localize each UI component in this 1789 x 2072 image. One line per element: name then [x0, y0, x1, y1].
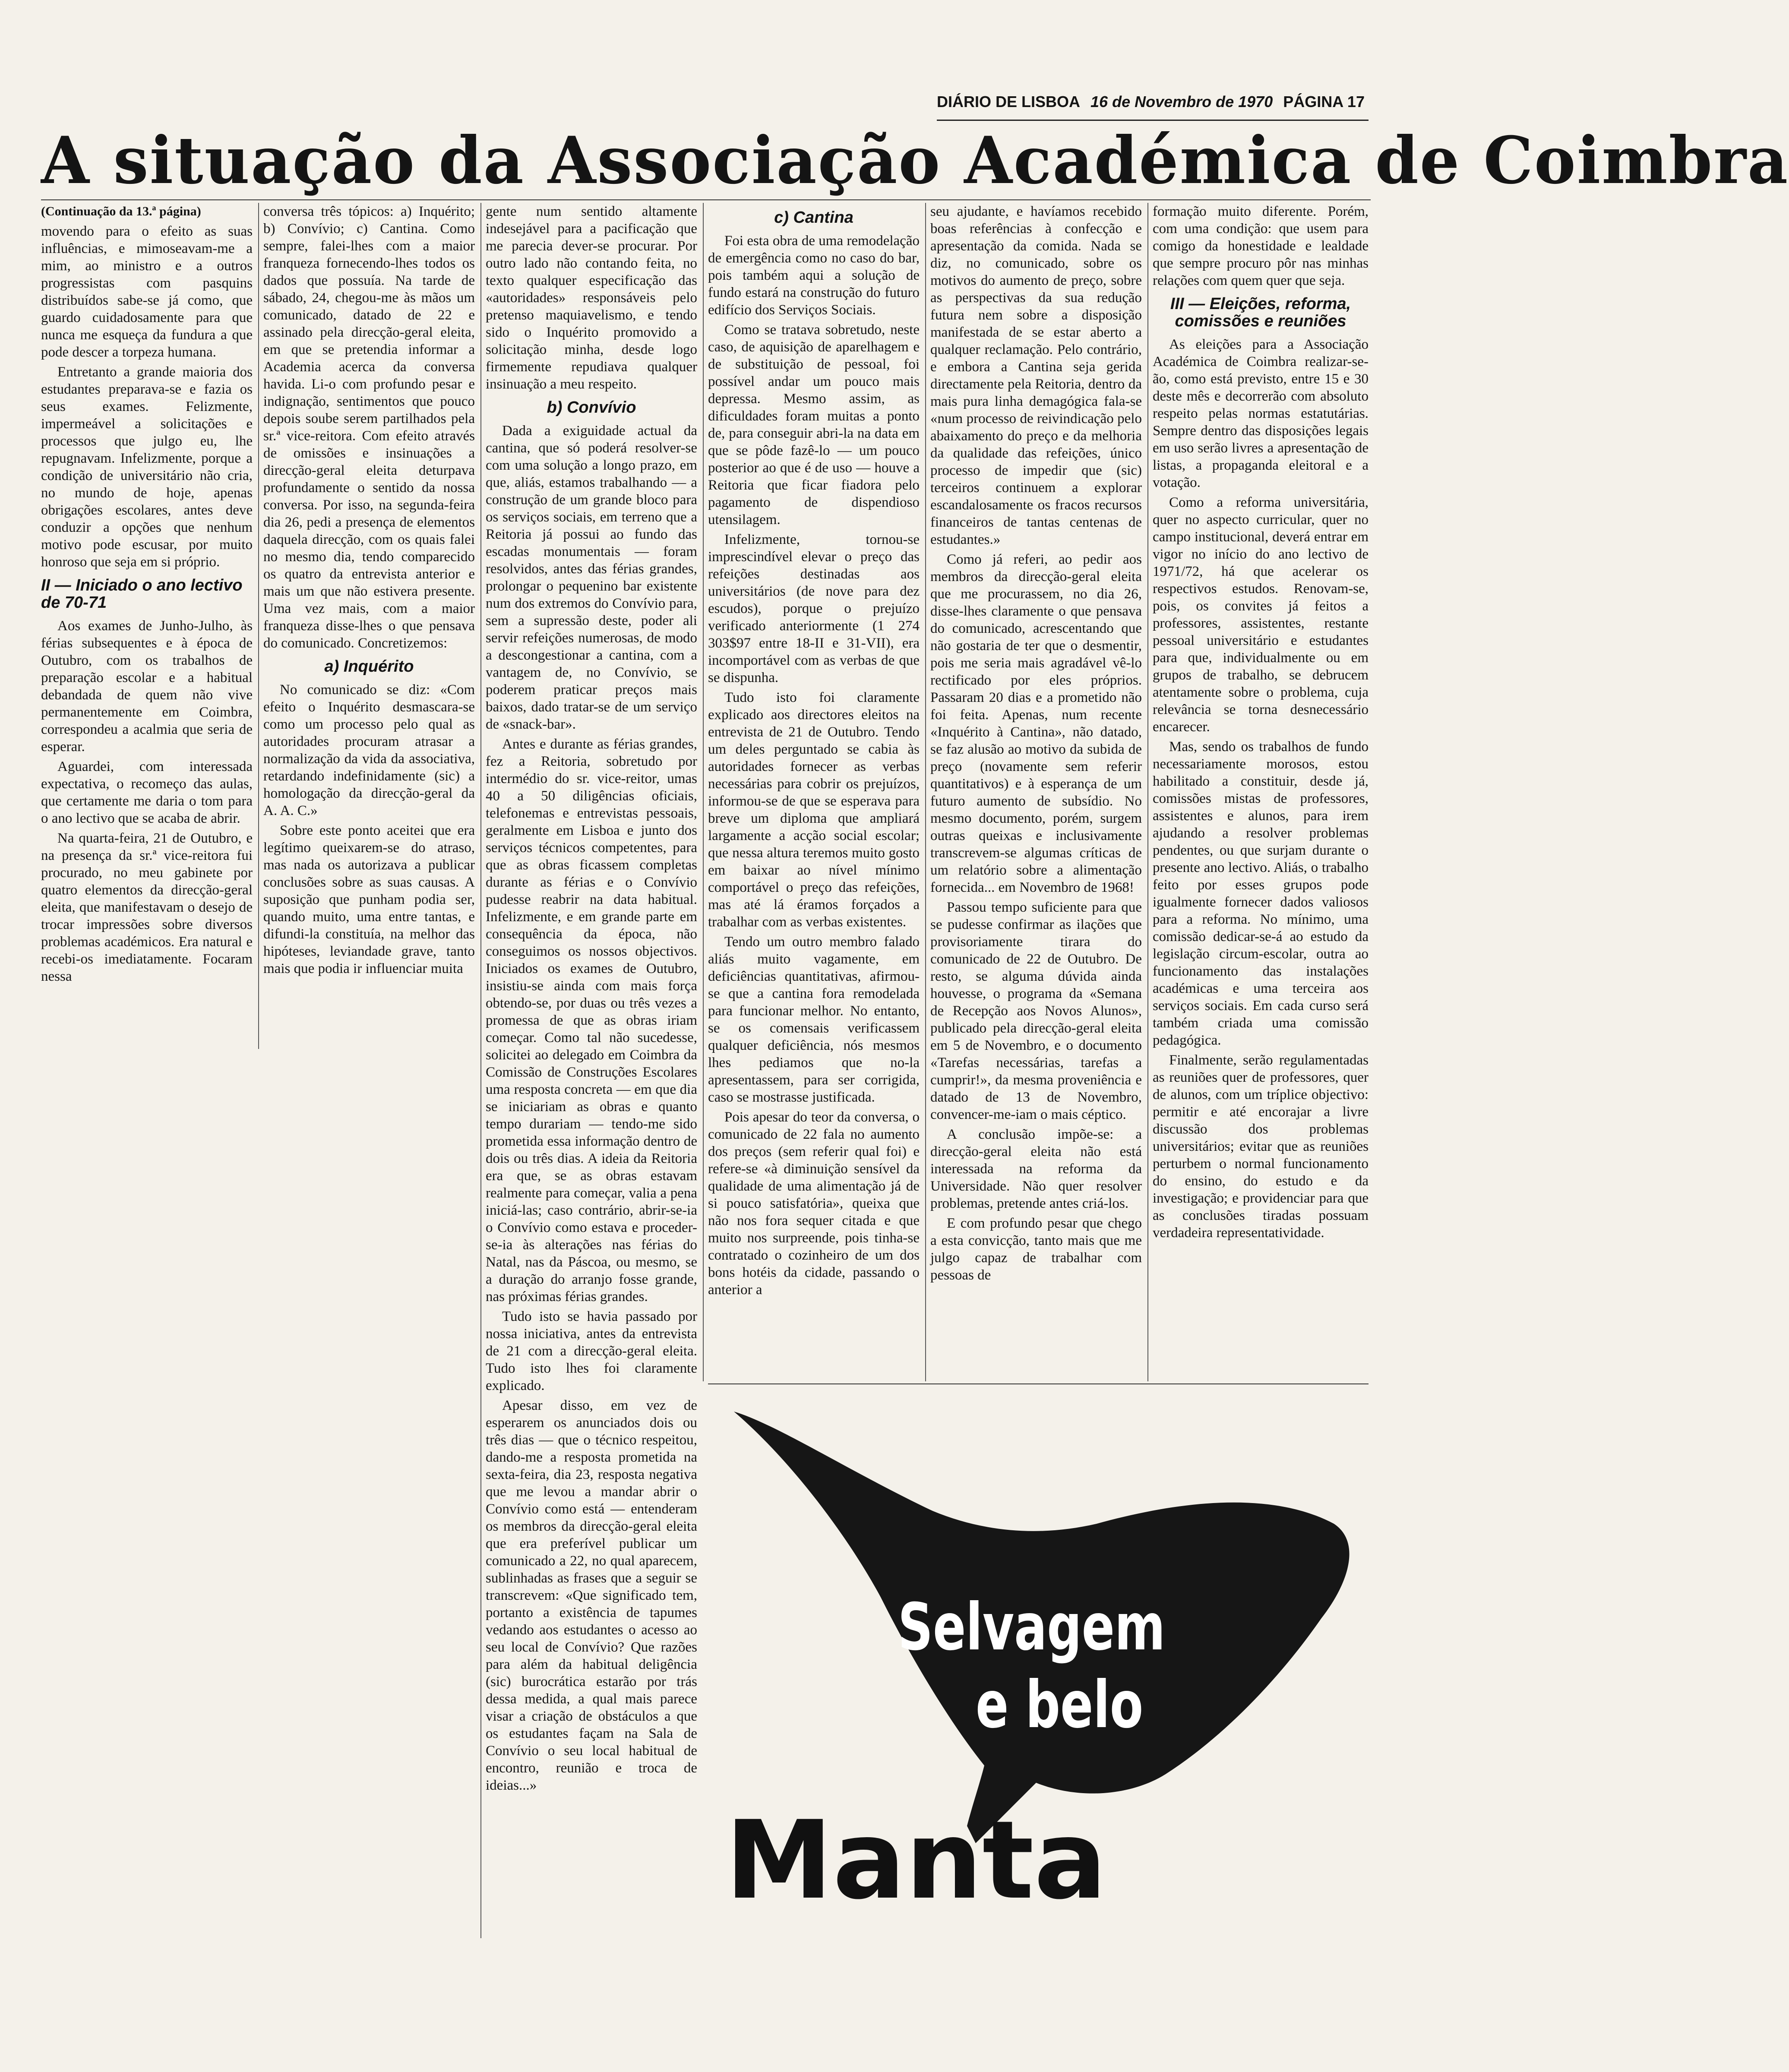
paragraph: Apesar disso, em vez de esperarem os anunciados dois ou três dias — que o técnico respeitou, dando-me a resposta prometida na sexta-feira, dia 23, resposta negativa que me levou a mandar abrir o Convívio como está — entenderam os membros da direcção-geral eleita que era preferível publicar um comunicado a 22, no qual aparecem, sublinhadas as frases que a seguir se transcrevem: «Que significado tem, portanto a existência de tapumes vedando aos estudantes o acesso ao seu local de Convívio? Que razões para além da habitual deligência (sic) burocrática estarão por trás dessa medida, a qual mais parece visar a criação de obstáculos a que os estudantes façam na Sala de Convívio o seu local habitual de encontro, reunião e troca de ideias...»: [486, 1398, 697, 1793]
issue-date: 16 de Novembro de 1970: [1090, 93, 1273, 111]
section-heading: b) Convívio: [547, 398, 636, 417]
headline-rule: [41, 199, 1371, 200]
column-6: [1153, 203, 1369, 1377]
ad-slogan-line-1: Selvagem: [898, 1590, 1166, 1665]
paragraph: Infelizmente, tornou-se imprescindível elevar o preço das refeições destinadas aos universitários (de nove para dez escudos), porque o prejuízo verificado anteriormente (1 274 303$97 entre 18-II e 31-VII), era incomportável com as verbas de que se dispunha.: [708, 532, 920, 685]
paragraph: gente num sentido altamente indesejável para a pacificação que me parecia dever-se procurar. Por outro lado não contando feita, no texto qualquer especificação das «autoridades» responsáveis pelo pretenso maquiavelismo, e tendo sido o Inquérito promovido a solicitação minha, desde logo firmemente repudiava qualquer insinuação a meu respeito.: [486, 204, 697, 392]
paragraph: Aguardei, com interessada expectativa, o recomeço das aulas, que certamente me daria o tom para o ano lectivo que se acaba de abrir.: [41, 759, 253, 826]
paragraph: Como se tratava sobretudo, neste caso, de aquisição de aparelhagem e de substituição de pessoal, foi possível andar um pouco mais depressa. Mesmo assim, as dificuldades foram muitas a ponto de, para conseguir abri-la na data em que se pôde fazê-lo — um pouco posterior ao que é de uso — houve a Reitoria que ficar fiadora pelo pagamento de dispendioso utensilagem.: [708, 322, 920, 527]
masthead: [937, 93, 1369, 121]
paragraph: formação muito diferente. Porém, com uma condição: que usem para comigo da honestidade e lealdade que sempre procuro pôr nas minhas relações com quem quer que seja.: [1153, 204, 1369, 288]
paragraph: E com profundo pesar que chego a esta convicção, tanto mais que me julgo capaz de trabalhar com pessoas de: [930, 1216, 1142, 1283]
paragraph: Tudo isto se havia passado por nossa iniciativa, antes da entrevista de 21 com a direcção-geral eleita. Tudo isto lhes foi claramente explicado.: [486, 1309, 697, 1393]
headline: A situação da Associação Académica de Coimbra: [41, 123, 1789, 199]
column-1: [41, 203, 253, 1049]
paragraph: Pois apesar do teor da conversa, o comunicado de 22 fala no aumento dos preços (sem referir qual foi) e refere-se «à diminuição sensível da qualidade de uma alimentação já de si pouco satisfatória», queixa que não nos fora sequer citada e que muito nos surpreende, pois tinha-se contratado o cozinheiro de um dos bons hotéis da cidade, passando o anterior a: [708, 1109, 920, 1298]
column-rule: [480, 203, 481, 1938]
continuation-note: (Continuação da 13.ª página): [41, 204, 201, 218]
paper-name: DIÁRIO DE LISBOA: [937, 93, 1081, 111]
column-5: [930, 203, 1142, 1377]
page-number: PÁGINA 17: [1283, 93, 1365, 111]
section-heading: II — Iniciado o ano lectivo de 70-71: [41, 576, 243, 612]
paragraph: No comunicado se diz: «Com efeito o Inquérito desmascara-se como um processo pelo qual as autoridades procuram atrasar a normalização da vida da associativa, retardando indefinidamente (sic) a homologação da direcção-geral da A. A. C.»: [263, 682, 475, 818]
paragraph: Mas, sendo os trabalhos de fundo necessariamente morosos, estou habilitado a constituir, desde já, comissões mistas de professores, assistentes e alunos, para irem ajudando a resolver problemas pendentes, ou que surjam durante o presente ano lectivo. Aliás, o trabalho feito por esses grupos pode igualmente fornecer dados valiosos para a reforma. No mínimo, uma comissão dedicar-se-á ao estudo da legislação circum-escolar, outra ao funcionamento das instalações académicas e uma terceira aos serviços sociais. Em cada curso será também criada uma comissão pedagógica.: [1153, 739, 1369, 1048]
paragraph: A conclusão impõe-se: a direcção-geral eleita não está interessada na reforma da Universidade. Não quer resolver problemas, pretende antes criá-los.: [930, 1127, 1142, 1211]
paragraph: conversa três tópicos: a) Inquérito; b) Convívio; c) Cantina. Como sempre, falei-lhes com a maior franqueza fornecendo-lhes todos os dados que possuía. Na tarde de sábado, 24, chegou-me às mãos um comunicado, datado de 22 e assinado pela direcção-geral eleita, em que se pretendia informar a Academia acerca da conversa havida. Li-o com profundo pesar e indignação, sentimentos que pouco depois soube serem partilhados pela sr.ª vice-reitora. Com efeito através de omissões e insinuações a direcção-geral eleita deturpava profundamente o sentido da nossa conversa. Por isso, na segunda-feira dia 26, pedi a presença de elementos daquela direcção, com os quais falei no mesmo dia, tendo comparecido os quatro da entrevista anterior e mais um que não estivera presente. Uma vez mais, com a maior franqueza disse-lhes o que pensava do comunicado. Concretizemos:: [263, 204, 475, 651]
paragraph: Tudo isto foi claramente explicado aos directores eleitos na entrevista de 21 de Outubro. Tendo um deles perguntado se cabia às autoridades fornecer as verbas necessárias para cobrir os prejuízos, informou-se de que se esperava para breve um diploma que ampliará largamente a acção social escolar; que nessa altura teremos muito gosto em baixar ao nível mínimo comportável o preço das refeições, mas até lá éramos forçados a trabalhar com as verbas existentes.: [708, 690, 920, 930]
ad-top-rule: [708, 1383, 1369, 1384]
paragraph: Entretanto a grande maioria dos estudantes preparava-se e fazia os seus exames. Felizmente, impermeável a solicitações e processos que julgo eu, lhe repugnavam. Infelizmente, porque a condição de universitário não cria, no mundo de hoje, apenas obrigações escolares, antes deve conduzir a opções que nenhum motivo pode escusar, por muito honroso que seja em si próprio.: [41, 364, 253, 570]
ad-slogan-line-2: e belo: [976, 1668, 1144, 1743]
section-heading: c) Cantina: [774, 208, 853, 227]
paragraph: seu ajudante, e havíamos recebido boas referências à confecção e apresentação da comida. Nada se diz, no comunicado, sobre os motivos do aumento de preço, sobre as perspectivas da sua redução futura nem sobre a disposição manifestada de se estar aberto a qualquer reclamação. Pelo contrário, e embora a Cantina seja gerida directamente pela Reitoria, dentro da mais pura linha demagógica fala-se «num processo de reivindicação pelo abaixamento do preço e da melhoria da qualidade das refeições, único processo de impedir que (sic) terceiros continuem a explorar escandalosamente os fracos recursos financeiros de tantas centenas de estudantes.»: [930, 204, 1142, 547]
column-2: [263, 203, 475, 1049]
paragraph: Como a reforma universitária, quer no aspecto curricular, quer no campo institucional, deverá entrar em vigor no início do ano lectivo de 1971/72, há que acelerar os respectivos estudos. Renovam-se, pois, os convites já feitos a professores, assistentes, restante pessoal universitário e estudantes para que, individualmente ou em grupos de trabalho, se debrucem atentamente sobre o problema, cuja relevância se torna desnecessário encarecer.: [1153, 495, 1369, 735]
column-rule: [258, 203, 259, 1049]
paragraph: Aos exames de Junho-Julho, às férias subsequentes e à época de Outubro, com os trabalhos de preparação escolar e a habitual debandada de quem não vive permanentemente em Coimbra, correspondeu a acalmia que seria de esperar.: [41, 618, 253, 755]
paragraph: Sobre este ponto aceitei que era legítimo queixarem-se do atraso, mas nada os autorizava a publicar conclusões sobre as suas causas. A suposição que punham podia ser, quando muito, uma entre tantas, e difundi-la constituía, na melhor das hipóteses, leviandade grave, tanto mais que podia ir influenciar muita: [263, 823, 475, 976]
column-rule: [925, 203, 926, 1381]
column-rule: [1147, 203, 1148, 1381]
paragraph: movendo para o efeito as suas influências, e mimoseavam-me a mim, ao ministro e a outros progressistas com pasquins distribuídos sabe-se já como, que guardo cuidadosamente para que nunca me esqueça da fundura a que pode descer a torpeza humana.: [41, 224, 253, 360]
paragraph: Antes e durante as férias grandes, fez a Reitoria, sobretudo por intermédio do sr. vice-reitor, umas 40 a 50 diligências oficiais, telefonemas e entrevistas pessoais, geralmente em Lisboa e junto dos serviços técnicos competentes, para que as obras ficassem completas durante as férias e o Convívio pudesse reabrir na data habitual. Infelizmente, e em grande parte em consequência da época, não conseguimos os nossos objectivos. Iniciados os exames de Outubro, insistiu-se ainda com mais força obtendo-se, por duas ou três vezes a promessa de que as obras iriam começar. Como tal não sucedesse, solicitei ao delegado em Coimbra da Comissão de Construções Escolares uma resposta concreta — em que dia se iniciariam as obras e quanto tempo durariam — tendo-me sido prometida essa informação dentro de dois ou três dias. A ideia da Reitoria era que, se as obras estavam realmente para começar, valia a pena iniciá-las; caso contrário, abrir-se-ia o Convívio como estava e proceder-se-ia às alterações nas férias do Natal, nas da Páscoa, ou mesmo, se a duração do arranjo fosse grande, nas próximas férias grandes.: [486, 736, 697, 1304]
paragraph: Na quarta-feira, 21 de Outubro, e na presença da sr.ª vice-reitora fui procurado, no meu gabinete por quatro elementos da direcção-geral eleita, que manifestavam o desejo de trocar impressões sobre diversos problemas académicos. Era natural e recebi-os imediatamente. Focaram nessa: [41, 831, 253, 984]
section-heading: III — Eleições, reforma, comissões e reuniões: [1170, 295, 1351, 330]
paragraph: Dada a exiguidade actual da cantina, que só poderá resolver-se com uma solução a longo prazo, em que, aliás, estamos trabalhando — a construção de um grande bloco para os serviços sociais, em terreno que a Reitoria já possui ao fundo das escadas monumentais — foram resolvidos, antes das férias grandes, prolongar o pequenino bar existente num dos extremos do Convívio para, sem a supressão deste, poder ali servir refeições numerosas, de modo a descongestionar a cantina, com a vantagem de, no Convívio, se poderem praticar preços mais baixos, dado tratar-se de um serviço de «snack-bar».: [486, 423, 697, 732]
ad-brand-name: Manta: [725, 1797, 1107, 1923]
section-heading: a) Inquérito: [324, 657, 414, 676]
paragraph: As eleições para a Associação Académica de Coimbra realizar-se-ão, como está previsto, entre 15 e 30 deste mês e decorrerão com absoluto respeito pelas normas estatutárias. Sempre dentro das disposições legais em uso serão livres a apresentação de listas, a propaganda eleitoral e a votação.: [1153, 337, 1369, 490]
paragraph: Foi esta obra de uma remodelação de emergência como no caso do bar, pois também aqui a solução de fundo estará na construção do futuro edifício dos Serviços Sociais.: [708, 233, 920, 318]
paragraph: Finalmente, serão regulamentadas as reuniões quer de professores, quer de alunos, com um tríplice objectivo: permitir e até encorajar a livre discussão dos problemas universitários; evitar que as reuniões perturbem o normal funcionamento do ensino, do estudo e da investigação; e providenciar para que as conclusões tiradas possuam verdadeira representatividade.: [1153, 1052, 1369, 1241]
column-4: [708, 203, 920, 1377]
paragraph: Tendo um outro membro falado aliás muito vagamente, em deficiências quantitativas, afirmou-se que a cantina fora remodelada para funcionar melhor. No entanto, se os comensais verificassem qualquer deficiência, nós mesmos lhes pediamos que no-la apresentassem, para ser corrigida, caso se mostrasse justificada.: [708, 934, 920, 1105]
manta-advertisement: [708, 1394, 1381, 1947]
column-3: [486, 203, 697, 1938]
paragraph: Passou tempo suficiente para que se pudesse confirmar as ilações que provisoriamente tirara do comunicado de 22 de Outubro. De resto, se alguma dúvida ainda houvesse, o programa da «Semana de Recepção aos Novos Alunos», publicado pela direcção-geral eleita em 5 de Novembro, e o documento «Tarefas necessárias, tarefas a cumprir!», da mesma proveniência e datado de 13 de Novembro, convencer-me-iam o mais céptico.: [930, 900, 1142, 1122]
column-rule: [703, 203, 704, 1381]
paragraph: Como já referi, ao pedir aos membros da direcção-geral eleita que me procurassem, no dia 26, disse-lhes claramente o que pensava do comunicado, acrescentando que não gostaria de ter que o desmentir, pois me seria mais agradável vê-lo rectificado por eles próprios. Passaram 20 dias e a prometido não foi feita. Apenas, num recente «Inquérito à Cantina», não datado, se faz alusão ao motivo da subida de preço (novamente sem referir quantitativos) e à esperança de um futuro aumento de subsídio. No mesmo documento, porém, surgem outras queixas e inclusivamente transcrevem-se algumas críticas de um relatório sobre a alimentação fornecida... em Novembro de 1968!: [930, 552, 1142, 895]
